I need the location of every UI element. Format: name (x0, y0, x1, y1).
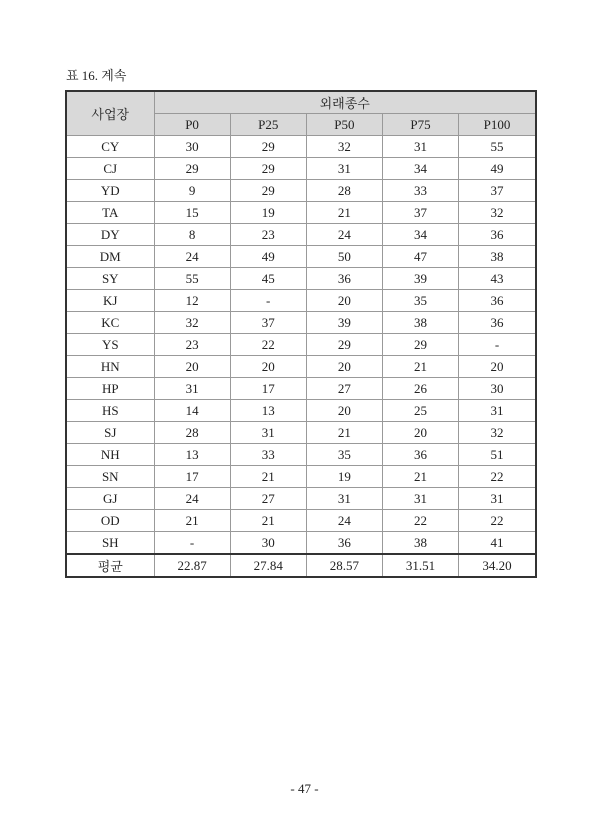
cell: 36 (306, 532, 382, 555)
cell: 31 (382, 488, 458, 510)
cell: 36 (459, 312, 536, 334)
cell: 21 (382, 356, 458, 378)
cell: 20 (154, 356, 230, 378)
table-row (66, 136, 536, 158)
table-row (66, 334, 536, 356)
row-label: GJ (66, 488, 154, 510)
cell: 15 (154, 202, 230, 224)
cell: 14 (154, 400, 230, 422)
cell: 24 (154, 488, 230, 510)
cell: 43 (459, 268, 536, 290)
cell: 20 (306, 356, 382, 378)
cell: 38 (459, 246, 536, 268)
cell: 22.87 (154, 554, 230, 577)
cell: 45 (230, 268, 306, 290)
cell: 20 (306, 400, 382, 422)
row-label: YS (66, 334, 154, 356)
cell: 38 (382, 532, 458, 555)
cell: 29 (306, 334, 382, 356)
cell: 37 (382, 202, 458, 224)
cell: 25 (382, 400, 458, 422)
cell: 51 (459, 444, 536, 466)
cell: 21 (306, 202, 382, 224)
cell: 21 (230, 466, 306, 488)
cell: 23 (230, 224, 306, 246)
cell: 24 (154, 246, 230, 268)
row-label: NH (66, 444, 154, 466)
row-label: SH (66, 532, 154, 555)
cell: 19 (230, 202, 306, 224)
cell: 28 (154, 422, 230, 444)
row-label: KC (66, 312, 154, 334)
table-row (66, 224, 536, 246)
table-row (66, 268, 536, 290)
column-header: P0 (154, 114, 230, 136)
cell: 47 (382, 246, 458, 268)
cell: 31 (306, 158, 382, 180)
row-label: CJ (66, 158, 154, 180)
cell: 33 (230, 444, 306, 466)
cell: 32 (459, 202, 536, 224)
cell: 29 (230, 136, 306, 158)
row-label: YD (66, 180, 154, 202)
row-label: SN (66, 466, 154, 488)
table-row (66, 202, 536, 224)
cell: 38 (382, 312, 458, 334)
cell: 34 (382, 224, 458, 246)
cell: 22 (459, 510, 536, 532)
cell: 32 (154, 312, 230, 334)
cell: 50 (306, 246, 382, 268)
cell: 49 (230, 246, 306, 268)
cell: 20 (382, 422, 458, 444)
cell: 22 (459, 466, 536, 488)
table-row (66, 246, 536, 268)
table-row (66, 180, 536, 202)
table-row (66, 290, 536, 312)
cell: 21 (154, 510, 230, 532)
row-label: DM (66, 246, 154, 268)
row-label: DY (66, 224, 154, 246)
page-number: - 47 - (290, 781, 319, 796)
cell: 29 (230, 180, 306, 202)
table-row (66, 422, 536, 444)
cell: 31 (230, 422, 306, 444)
cell: 19 (306, 466, 382, 488)
row-label: TA (66, 202, 154, 224)
cell: 31 (459, 488, 536, 510)
cell: 37 (459, 180, 536, 202)
cell: - (230, 290, 306, 312)
cell: 12 (154, 290, 230, 312)
row-header: 사업장 (66, 91, 154, 136)
cell: 29 (382, 334, 458, 356)
row-label: SJ (66, 422, 154, 444)
cell: 20 (306, 290, 382, 312)
cell: 22 (230, 334, 306, 356)
cell: 33 (382, 180, 458, 202)
cell: 13 (230, 400, 306, 422)
cell: 31.51 (382, 554, 458, 577)
cell: 27 (306, 378, 382, 400)
cell: 9 (154, 180, 230, 202)
cell: 35 (306, 444, 382, 466)
table-caption: 표 16. 계속 (66, 68, 127, 83)
cell: 23 (154, 334, 230, 356)
table-row (66, 532, 536, 555)
cell: 22 (382, 510, 458, 532)
cell: 32 (306, 136, 382, 158)
column-header: P75 (382, 114, 458, 136)
cell: 34 (382, 158, 458, 180)
cell: 49 (459, 158, 536, 180)
cell: 28 (306, 180, 382, 202)
cell: 13 (154, 444, 230, 466)
row-label: HP (66, 378, 154, 400)
cell: 20 (230, 356, 306, 378)
cell: 31 (382, 136, 458, 158)
cell: 30 (230, 532, 306, 555)
cell: 8 (154, 224, 230, 246)
table-row (66, 510, 536, 532)
cell: 31 (459, 400, 536, 422)
cell: 39 (306, 312, 382, 334)
cell: 29 (230, 158, 306, 180)
cell: 27.84 (230, 554, 306, 577)
cell: - (154, 532, 230, 555)
cell: 41 (459, 532, 536, 555)
column-header: P100 (459, 114, 536, 136)
cell: 36 (459, 290, 536, 312)
group-header: 외래종수 (154, 91, 536, 114)
table-row (66, 312, 536, 334)
cell: 35 (382, 290, 458, 312)
cell: 37 (230, 312, 306, 334)
column-header: P25 (230, 114, 306, 136)
cell: 24 (306, 510, 382, 532)
cell: 36 (306, 268, 382, 290)
cell: 21 (230, 510, 306, 532)
row-label: 평균 (66, 554, 154, 577)
cell: 26 (382, 378, 458, 400)
cell: 21 (306, 422, 382, 444)
table-row (66, 488, 536, 510)
row-label: SY (66, 268, 154, 290)
cell: 20 (459, 356, 536, 378)
table-row (66, 444, 536, 466)
column-header: P50 (306, 114, 382, 136)
row-label: HS (66, 400, 154, 422)
cell: 55 (154, 268, 230, 290)
cell: 28.57 (306, 554, 382, 577)
cell: 34.20 (459, 554, 536, 577)
cell: 36 (459, 224, 536, 246)
cell: 21 (382, 466, 458, 488)
row-label: CY (66, 136, 154, 158)
cell: 31 (154, 378, 230, 400)
cell: 29 (154, 158, 230, 180)
cell: 27 (230, 488, 306, 510)
cell: 55 (459, 136, 536, 158)
cell: 32 (459, 422, 536, 444)
cell: 30 (459, 378, 536, 400)
data-table (65, 90, 537, 578)
cell: 39 (382, 268, 458, 290)
table-row (66, 158, 536, 180)
cell: 24 (306, 224, 382, 246)
cell: 36 (382, 444, 458, 466)
row-label: HN (66, 356, 154, 378)
cell: 31 (306, 488, 382, 510)
row-label: KJ (66, 290, 154, 312)
cell: 17 (230, 378, 306, 400)
cell: 30 (154, 136, 230, 158)
average-row (66, 554, 536, 577)
table-row (66, 466, 536, 488)
table-row (66, 356, 536, 378)
cell: - (459, 334, 536, 356)
table-row (66, 400, 536, 422)
row-label: OD (66, 510, 154, 532)
cell: 17 (154, 466, 230, 488)
table-row (66, 378, 536, 400)
